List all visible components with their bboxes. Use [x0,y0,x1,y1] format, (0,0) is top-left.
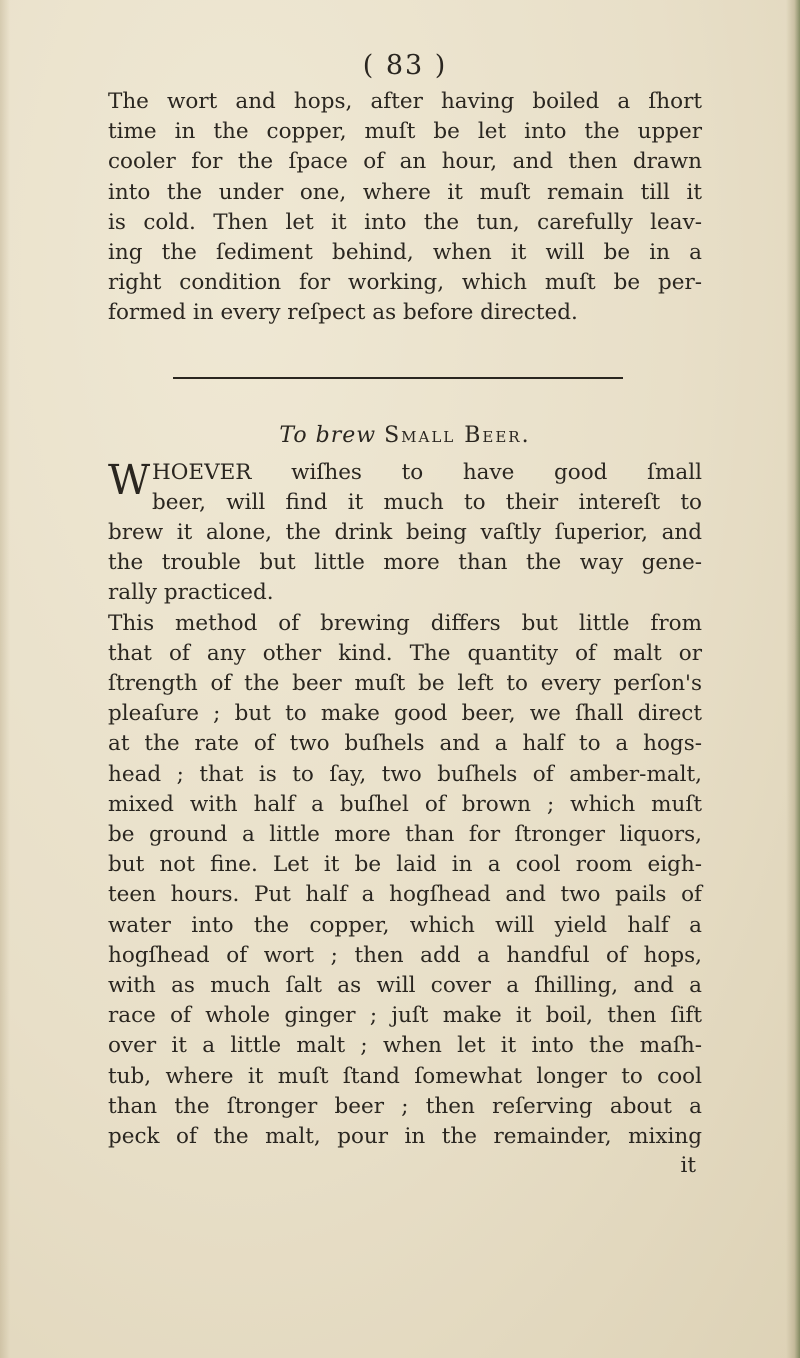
text-line: beer, will find it much to their intereſt to [152,489,702,515]
text-line: ſtrength of the beer muſt be left to every perſon's [108,671,702,697]
text-line: time in the copper, muſt be let into the upper [108,119,702,145]
heading-italic: To brew [279,422,377,448]
text-line: mixed with half a buſhel of brown ; which muſt [108,791,702,817]
text-line: peck of the malt, pour in the remainder, mixing [108,1124,702,1150]
text-line: but not fine. Let it be laid in a cool room eigh- [108,852,702,878]
text-line: is cold. Then let it into the tun, carefully leav- [108,209,702,235]
text-line: with as much ſalt as will cover a ſhilling, and a [108,973,702,999]
page-number: ( 83 ) [362,50,448,81]
heading-small-caps: Small Beer. [384,422,531,448]
text-line: formed in every reſpect as before directed. [108,300,578,326]
text-line: over it a little malt ; when let it into the maſh- [108,1033,702,1059]
text-line: brew it alone, the drink being vaſtly ſuperior, and [108,520,702,546]
text-line: than the ſtronger beer ; then reſerving about a [108,1093,702,1119]
text-line: race of whole ginger ; juſt make it boil, then ſift [108,1003,702,1029]
catchword: it [680,1153,696,1179]
text-line: head ; that is to ſay, two buſhels of amber-malt, [108,761,702,787]
page-left-edge [0,0,10,1358]
text-line: teen hours. Put half a hogſhead and two pails of [108,882,702,908]
body-paragraph [108,455,702,1153]
drop-cap: W [108,455,151,504]
text-line: that of any other kind. The quantity of malt or [108,640,702,666]
section-divider [173,377,623,379]
intro-paragraph [108,87,702,329]
text-line: pleaſure ; but to make good beer, we ſhall direct [108,701,702,727]
text-line: hogſhead of wort ; then add a handful of hops, [108,942,702,968]
text-line: This method of brewing differs but little from [108,610,702,636]
text-line: ing the ſediment behind, when it will be in a [108,240,702,266]
text-line: be ground a little more than for ſtronger liquors, [108,822,702,848]
text-line: at the rate of two buſhels and a half to a hogs- [108,731,702,757]
text-line: The wort and hops, after having boiled a ſhort [108,89,702,114]
text-line: cooler for the ſpace of an hour, and then drawn [108,149,702,175]
text-line: water into the copper, which will yield half a [108,912,702,938]
text-column [108,50,702,1180]
text-line: HOEVER wiſhes to have good ſmall [152,459,702,485]
text-line: tub, where it muſt ſtand ſomewhat longer to cool [108,1063,702,1089]
text-line: into the under one, where it muſt remain till it [108,179,702,205]
text-line: the trouble but little more than the way gene- [108,550,702,576]
text-line: right condition for working, which muſt be per- [108,270,702,296]
section-heading [108,423,702,448]
text-line: rally practiced. [108,580,274,606]
page-right-edge [786,0,800,1358]
